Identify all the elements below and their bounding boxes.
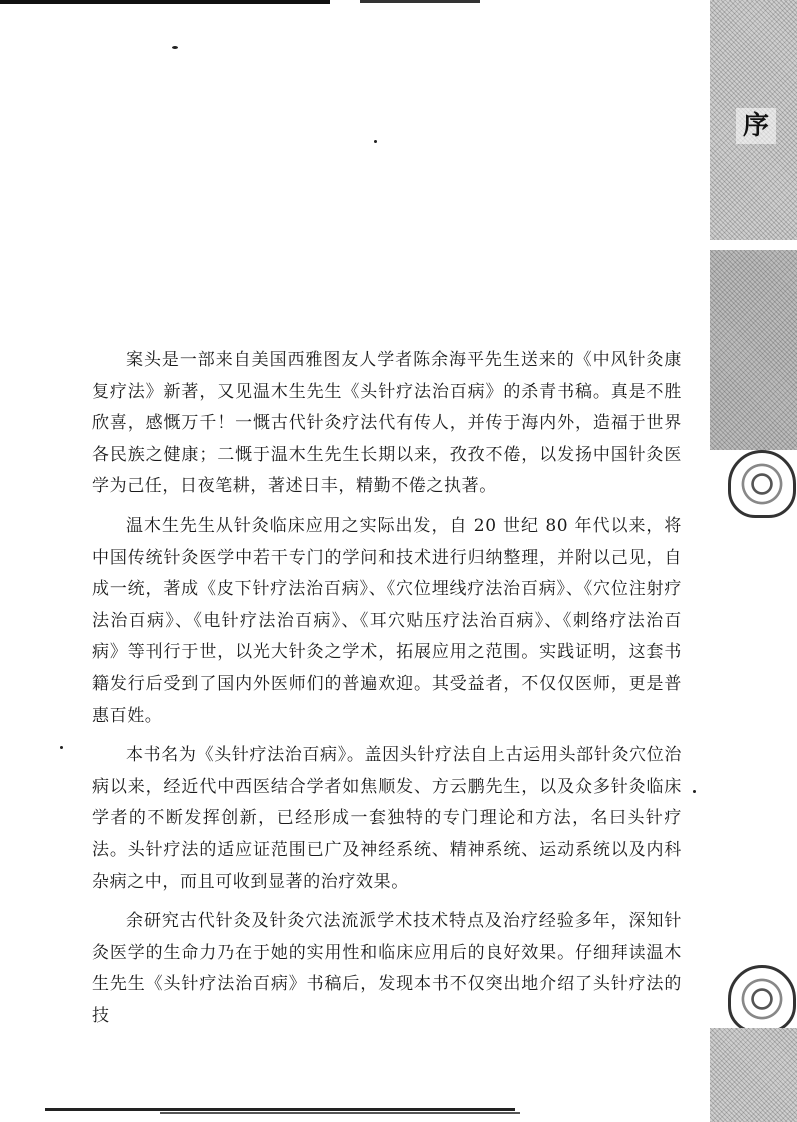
decorative-pattern-strip-bottom <box>710 1028 797 1122</box>
paragraph-2: 温木生先生从针灸临床应用之实际出发，自 20 世纪 80 年代以来，将中国传统针灸医学中若干专门的学问和技术进行归纳整理，并附以己见，自成一统，著成《皮下针疗法治百病》、《穴位埋线疗法治百病》、《穴位注射疗法治百病》、《电针疗法治百病》、《耳穴贴压疗法治百病》、《刺络疗法治百病》等刊行于世，以光大针灸之学术，拓展应用之范围。实践证明，这套书籍发行后受到了国内外医师们的普遍欢迎。其受益者，不仅仅医师，更是普惠百姓。 <box>92 515 682 726</box>
section-label: 序 <box>736 108 776 144</box>
scan-speck <box>374 140 377 143</box>
paragraph-4: 余研究古代针灸及针灸穴法流派学术技术特点及治疗经验多年，深知针灸医学的生命力乃在于她的实用性和临床应用后的良好效果。仔细拜读温木生先生《头针疗法治百病》书稿后，发现本书不仅突出地介绍了头针疗法的技 <box>92 911 682 1026</box>
bottom-border-line-2 <box>160 1112 520 1114</box>
preface-body <box>92 345 682 1040</box>
bottom-border-line <box>45 1108 515 1111</box>
scan-speck <box>60 746 63 749</box>
lotus-illustration <box>710 250 797 450</box>
scan-speck <box>693 790 696 793</box>
paragraph-3: 本书名为《头针疗法治百病》。盖因头针疗法自上古运用头部针灸穴位治病以来，经近代中西医结合学者如焦顺发、方云鹏先生，以及众多针灸临床学者的不断发挥创新，已经形成一套独特的专门理论和方法，名曰头针疗法。头针疗法的适应证范围已广及神经系统、精神系统、运动系统以及内科杂病之中，而且可收到显著的治疗效果。 <box>92 745 682 892</box>
top-border-line-2 <box>360 0 480 3</box>
ornament-icon <box>728 450 796 518</box>
top-border-line <box>0 0 330 4</box>
scan-speck <box>172 46 178 49</box>
ornament-icon <box>728 965 796 1033</box>
paragraph-1: 案头是一部来自美国西雅图友人学者陈余海平先生送来的《中风针灸康复疗法》新著，又见温木生先生《头针疗法治百病》的杀青书稿。真是不胜欣喜，感慨万千！一慨古代针灸疗法代有传人，并传于海内外，造福于世界各民族之健康；二慨于温木生先生长期以来，孜孜不倦，以发扬中国针灸医学为己任，日夜笔耕，著述日丰，精勤不倦之执著。 <box>92 350 682 497</box>
